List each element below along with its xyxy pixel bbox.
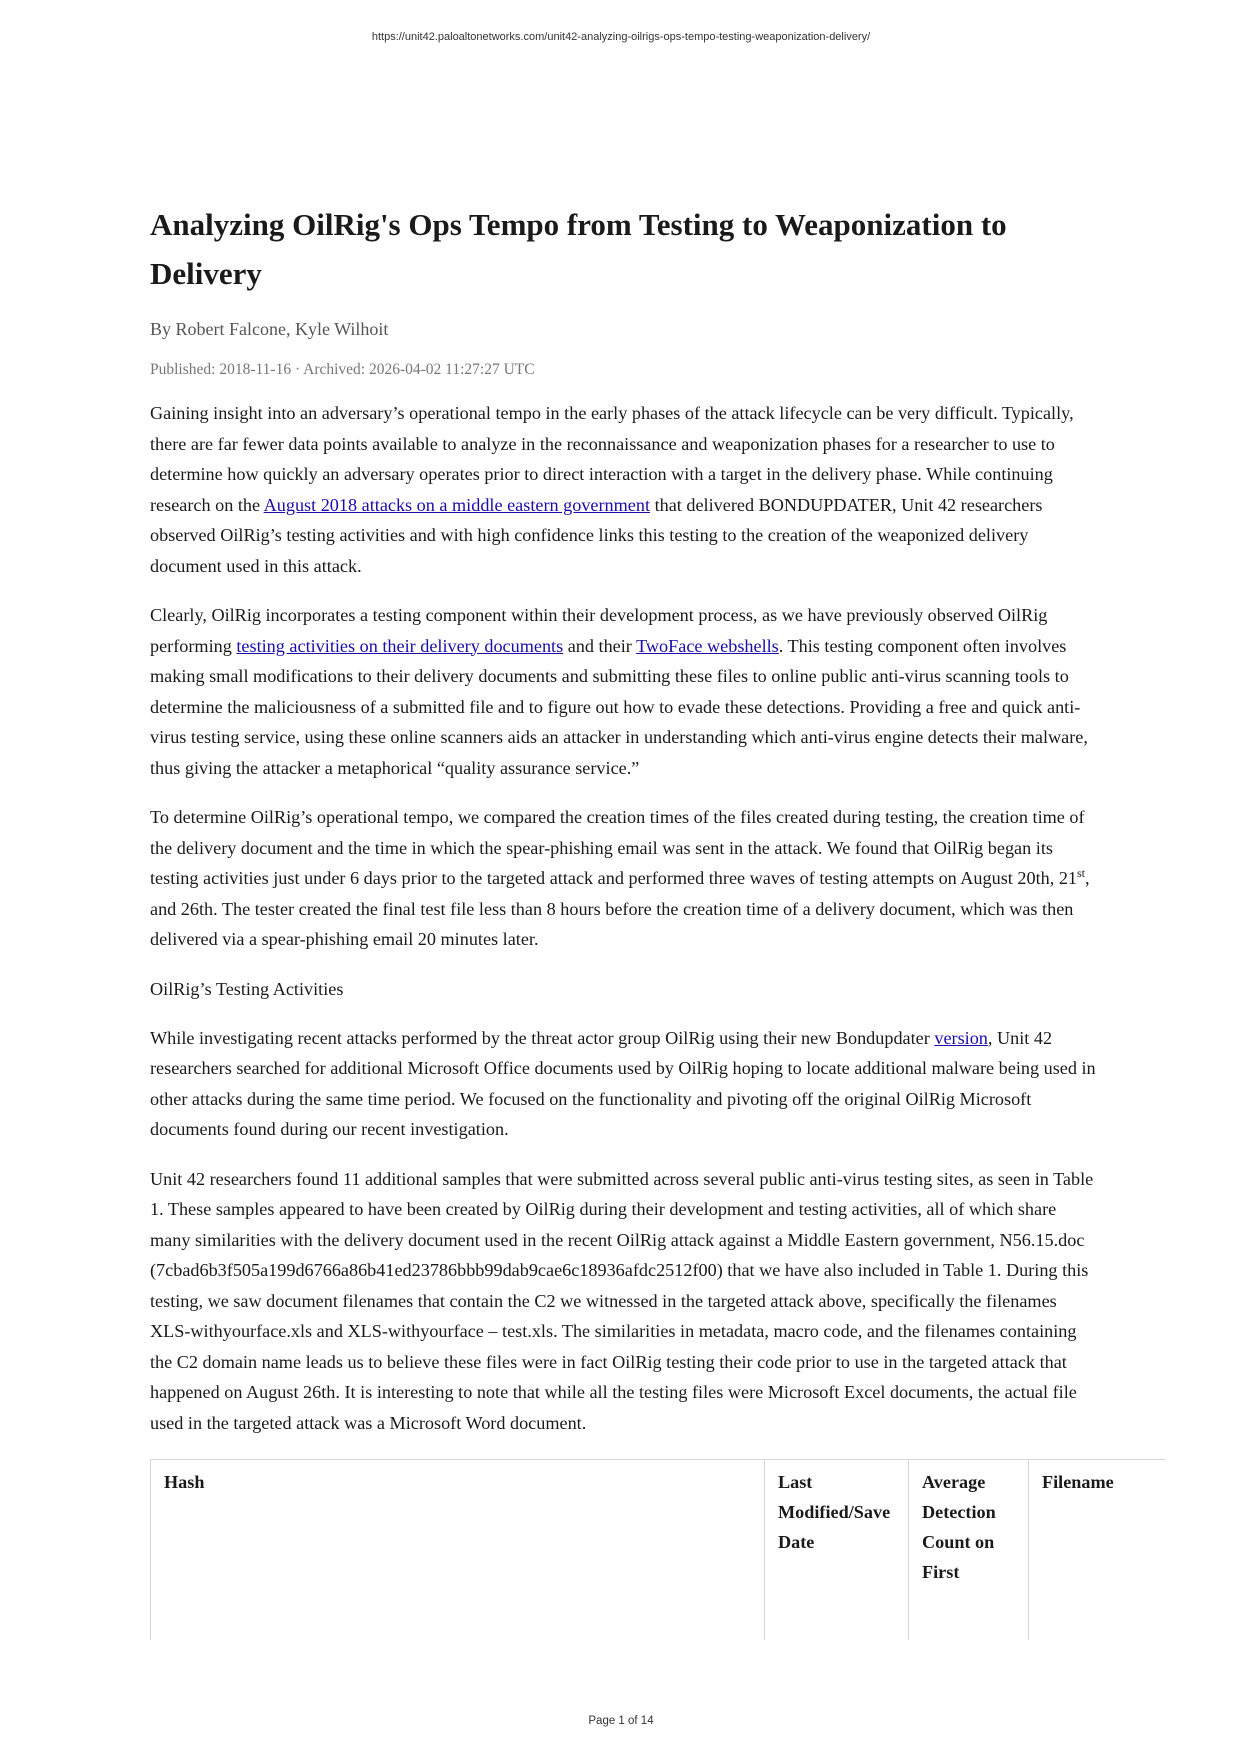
table-header-hash: Hash	[151, 1460, 765, 1641]
link-twoface-webshells[interactable]: TwoFace webshells	[636, 635, 779, 656]
table-header-row	[151, 1460, 1165, 1641]
paragraph-intro: Gaining insight into an adversary’s operational tempo in the early phases of the attack lifecycle can be very difficult. Typically, there are far fewer data points available to analyze in the reconnaissance and weaponization phases for a researcher to use to determine how quickly an adversary operates prior to direct interaction with a target in the delivery phase. While continuing research on the August 2018 attacks on a middle eastern government that delivered BONDUPDATER, Unit 42 researchers observed OilRig’s testing activities and with high confidence links this testing to the creation of the weaponized delivery document used in this attack.	[150, 403, 1074, 576]
link-testing-activities[interactable]: testing activities on their delivery documents	[236, 635, 564, 656]
paragraph-testing-component: Clearly, OilRig incorporates a testing component within their development process, as we have previously observed OilRig performing testing activities on their delivery documents and their TwoFace webshells. This testing component often involves making small modifications to their delivery documents and submitting these files to online public anti-virus scanning tools to determine the maliciousness of a submitted file and to figure out how to evade these detections. Providing a free and quick anti-virus testing service, using these online scanners aids an attacker in understanding which anti-virus engine detects their malware, thus giving the attacker a metaphorical “quality assurance service.”	[150, 605, 1088, 778]
paragraph-investigation: While investigating recent attacks performed by the threat actor group OilRig using their new Bondupdater version, Unit 42 researchers searched for additional Microsoft Office documents used by OilRig hoping to locate additional malware being used in other attacks during the same time period. We focused on the functionality and pivoting off the original OilRig Microsoft documents found during our recent investigation.	[150, 1027, 1096, 1139]
section-heading: OilRig’s Testing Activities	[150, 978, 344, 999]
table-header-last-modified: Last Modified/Save Date	[765, 1460, 909, 1641]
paragraph-samples: Unit 42 researchers found 11 additional samples that were submitted across several public anti-virus testing sites, as seen in Table 1. These samples appeared to have been created by OilRig during their development and testing activities, all of which share many similarities with the delivery document used in the recent OilRig attack against a Middle Eastern government, N56.15.doc (7cbad6b3f505a199d6766a86b41ed23786bbb99dab9cae6c18936afdc2512f00) that we have also included in Table 1. During this testing, we saw document filenames that contain the C2 we witnessed in the targeted attack above, specifically the filenames XLS-withyourface.xls and XLS-withyourface – test.xls. The similarities in metadata, macro code, and the filenames containing the C2 domain name leads us to believe these files were in fact OilRig testing their code prior to use in the targeted attack that happened on August 26th. It is interesting to note that while all the testing files were Microsoft Excel documents, the actual file used in the targeted attack was a Microsoft Word document.	[150, 1168, 1094, 1433]
page-number: Page 1 of 14	[588, 1715, 654, 1727]
article	[150, 200, 1114, 1640]
superscript-st: st	[1077, 865, 1086, 880]
table-header-detection-count: Average Detection Count on First	[909, 1460, 1029, 1641]
byline: By Robert Falcone, Kyle Wilhoit	[150, 319, 389, 339]
article-title: Analyzing OilRig's Ops Tempo from Testing to Weaponization to Delivery	[150, 207, 1007, 291]
table-1	[150, 1459, 1165, 1640]
publish-meta: Published: 2018-11-16 · Archived: 2026-04-02 11:27:27 UTC	[150, 361, 535, 378]
link-august-2018-attacks[interactable]: August 2018 attacks on a middle eastern government	[263, 494, 651, 515]
paragraph-ops-tempo: To determine OilRig’s operational tempo, we compared the creation times of the files created during testing, the creation time of the delivery document and the time in which the spear-phishing email was sent in the attack. We found that OilRig began its testing activities just under 6 days prior to the targeted attack and performed three waves of testing attempts on August 20th, 21st, and 26th. The tester created the final test file less than 8 hours before the creation time of a delivery document, which was then delivered via a spear-phishing email 20 minutes later.	[150, 807, 1090, 949]
page-url-header: https://unit42.paloaltonetworks.com/unit42-analyzing-oilrigs-ops-tempo-testing-weaponization-delivery/	[371, 31, 871, 43]
link-version[interactable]: version	[934, 1027, 988, 1048]
table-header-filename: Filename	[1029, 1460, 1165, 1641]
